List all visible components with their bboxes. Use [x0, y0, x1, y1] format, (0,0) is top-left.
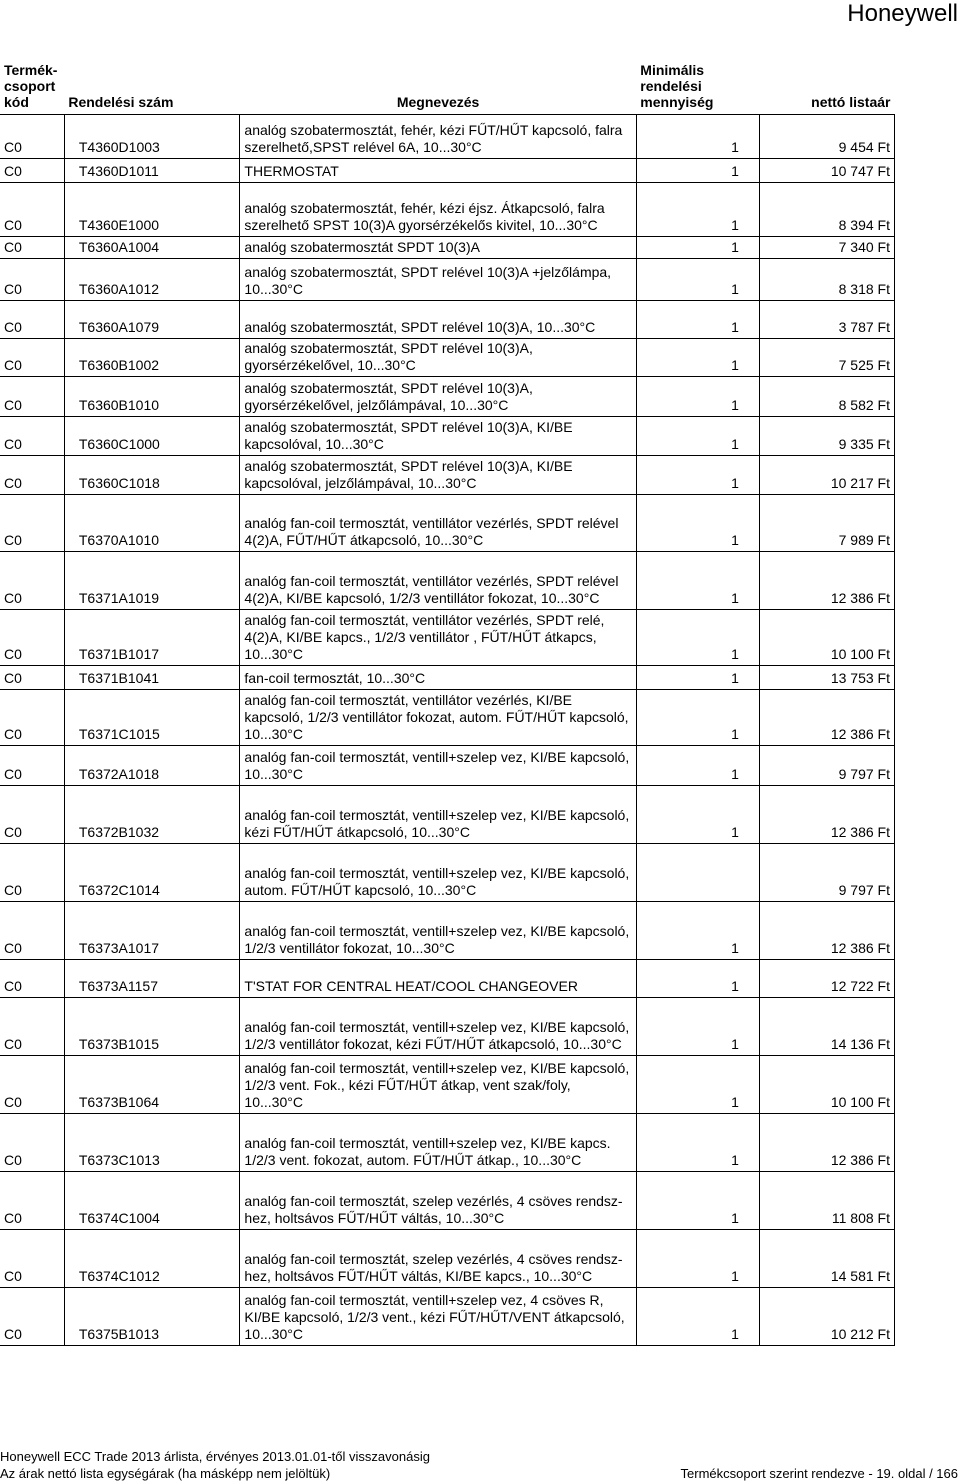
cell-net-price: 8 394 Ft: [759, 182, 894, 236]
cell-order-number: T6373C1013: [64, 1113, 240, 1171]
cell-min-quantity: 1: [636, 689, 759, 745]
cell-net-price: 7 340 Ft: [759, 236, 894, 258]
cell-order-number: T6373A1157: [64, 959, 240, 997]
table-row: [0, 745, 895, 785]
cell-group-code: C0: [0, 1055, 64, 1113]
cell-group-code: C0: [0, 1171, 64, 1229]
cell-group-code: C0: [0, 745, 64, 785]
cell-order-number: T6360B1002: [64, 338, 240, 376]
cell-order-number: T6374C1004: [64, 1171, 240, 1229]
cell-group-code: C0: [0, 785, 64, 843]
cell-order-number: T6371A1019: [64, 551, 240, 609]
cell-order-number: T6360C1000: [64, 416, 240, 455]
footer-price-note: Az árak nettó lista egységárak (ha másképp nem jelöltük): [0, 1466, 331, 1481]
cell-description: THERMOSTAT: [240, 158, 636, 182]
cell-description: analóg szobatermosztát, fehér, kézi éjsz. Átkapcsoló, falra szerelhető SPST 10(3)A gyorsérzékelős kivitel, 10...30°C: [240, 182, 636, 236]
cell-description: analóg szobatermosztát, SPDT relével 10(3)A, KI/BE kapcsolóval, 10...30°C: [240, 416, 636, 455]
cell-group-code: C0: [0, 236, 64, 258]
cell-min-quantity: 1: [636, 1287, 759, 1345]
cell-group-code: C0: [0, 416, 64, 455]
cell-group-code: C0: [0, 1287, 64, 1345]
header-net-price: nettó listaár: [759, 54, 894, 114]
cell-group-code: C0: [0, 1229, 64, 1287]
cell-group-code: C0: [0, 494, 64, 551]
cell-group-code: C0: [0, 843, 64, 901]
cell-min-quantity: 1: [636, 609, 759, 665]
cell-group-code: C0: [0, 300, 64, 338]
cell-group-code: C0: [0, 901, 64, 959]
header-min-quantity: Minimális rendelési mennyiség: [636, 54, 759, 114]
cell-order-number: T6371B1041: [64, 665, 240, 689]
cell-min-quantity: 1: [636, 959, 759, 997]
cell-order-number: T6373A1017: [64, 901, 240, 959]
cell-description: analóg szobatermosztát SPDT 10(3)A: [240, 236, 636, 258]
cell-min-quantity: 1: [636, 182, 759, 236]
cell-order-number: T6370A1010: [64, 494, 240, 551]
brand-logo-text: Honeywell: [847, 0, 958, 27]
cell-order-number: T6360A1079: [64, 300, 240, 338]
table-row: [0, 455, 895, 494]
cell-order-number: T6360A1012: [64, 258, 240, 300]
cell-order-number: T6371B1017: [64, 609, 240, 665]
table-row: [0, 843, 895, 901]
table-row: [0, 416, 895, 455]
table-row: [0, 1113, 895, 1171]
cell-order-number: T6373B1064: [64, 1055, 240, 1113]
cell-description: analóg fan-coil termosztát, ventillátor vezérlés, SPDT relével 4(2)A, KI/BE kapcsoló, 1/2/3 ventillátor fokozat, 10...30°C: [240, 551, 636, 609]
cell-description: analóg fan-coil termosztát, ventill+szelep vez, KI/BE kapcsoló, 1/2/3 ventillátor fokozat, kézi FŰT/HŰT átkapcsoló, 10...30°C: [240, 997, 636, 1055]
table-row: [0, 158, 895, 182]
price-list-table: [0, 54, 895, 1346]
cell-order-number: T4360D1003: [64, 114, 240, 158]
table-row: [0, 609, 895, 665]
cell-net-price: 11 808 Ft: [759, 1171, 894, 1229]
cell-net-price: 8 318 Ft: [759, 258, 894, 300]
cell-order-number: T4360E1000: [64, 182, 240, 236]
cell-group-code: C0: [0, 959, 64, 997]
cell-min-quantity: [636, 843, 759, 901]
cell-net-price: 9 797 Ft: [759, 745, 894, 785]
cell-min-quantity: 1: [636, 455, 759, 494]
cell-group-code: C0: [0, 114, 64, 158]
cell-description: analóg fan-coil termosztát, ventillátor vezérlés, SPDT relé, 4(2)A, KI/BE kapcs., 1/2/3 ventillátor , FŰT/HŰT átkapcs, 10...30°C: [240, 609, 636, 665]
cell-order-number: T6371C1015: [64, 689, 240, 745]
table-row: [0, 959, 895, 997]
cell-net-price: 8 582 Ft: [759, 376, 894, 416]
cell-net-price: 14 581 Ft: [759, 1229, 894, 1287]
cell-min-quantity: 1: [636, 1171, 759, 1229]
cell-net-price: 12 722 Ft: [759, 959, 894, 997]
cell-min-quantity: 1: [636, 114, 759, 158]
cell-group-code: C0: [0, 665, 64, 689]
cell-description: analóg fan-coil termosztát, ventill+szelep vez, 4 csöves R, KI/BE kapcsoló, 1/2/3 vent., kézi FŰT/HŰT/VENT átkapcsoló, 10...30°C: [240, 1287, 636, 1345]
table-row: [0, 665, 895, 689]
table-row: [0, 551, 895, 609]
cell-min-quantity: 1: [636, 494, 759, 551]
cell-min-quantity: 1: [636, 997, 759, 1055]
table-body: [0, 114, 895, 1345]
table-row: [0, 1055, 895, 1113]
table-row: [0, 1171, 895, 1229]
cell-min-quantity: 1: [636, 1113, 759, 1171]
cell-min-quantity: 1: [636, 236, 759, 258]
cell-net-price: 13 753 Ft: [759, 665, 894, 689]
table-row: [0, 236, 895, 258]
cell-min-quantity: 1: [636, 258, 759, 300]
footer-validity: Honeywell ECC Trade 2013 árlista, érvényes 2013.01.01-től visszavonásig: [0, 1449, 430, 1464]
cell-description: analóg szobatermosztát, SPDT relével 10(3)A +jelzőlámpa, 10...30°C: [240, 258, 636, 300]
cell-group-code: C0: [0, 689, 64, 745]
cell-description: analóg fan-coil termosztát, ventill+szelep vez, KI/BE kapcs. 1/2/3 vent. fokozat, autom. FŰT/HŰT átkap., 10...30°C: [240, 1113, 636, 1171]
cell-description: analóg fan-coil termosztát, ventill+szelep vez, KI/BE kapcsoló, kézi FŰT/HŰT átkapcsoló, 10...30°C: [240, 785, 636, 843]
cell-description: analóg szobatermosztát, SPDT relével 10(3)A, 10...30°C: [240, 300, 636, 338]
cell-group-code: C0: [0, 258, 64, 300]
cell-description: analóg szobatermosztát, SPDT relével 10(3)A, gyorsérzékelővel, jelzőlámpával, 10...30°C: [240, 376, 636, 416]
cell-description: analóg szobatermosztát, SPDT relével 10(3)A, KI/BE kapcsolóval, jelzőlámpával, 10...30°C: [240, 455, 636, 494]
header-group-code: Termék- csoport kód: [0, 54, 64, 114]
cell-group-code: C0: [0, 997, 64, 1055]
cell-description: analóg fan-coil termosztát, ventillátor vezérlés, SPDT relével 4(2)A, FŰT/HŰT átkapcsoló, 10...30°C: [240, 494, 636, 551]
cell-min-quantity: 1: [636, 785, 759, 843]
table-row: [0, 785, 895, 843]
cell-order-number: T6375B1013: [64, 1287, 240, 1345]
cell-net-price: 9 335 Ft: [759, 416, 894, 455]
cell-min-quantity: 1: [636, 338, 759, 376]
table-row: [0, 997, 895, 1055]
cell-net-price: 10 217 Ft: [759, 455, 894, 494]
cell-net-price: 9 797 Ft: [759, 843, 894, 901]
cell-order-number: T6360C1018: [64, 455, 240, 494]
table-row: [0, 494, 895, 551]
cell-group-code: C0: [0, 455, 64, 494]
cell-min-quantity: 1: [636, 665, 759, 689]
cell-order-number: T6360B1010: [64, 376, 240, 416]
table-row: [0, 376, 895, 416]
cell-min-quantity: 1: [636, 745, 759, 785]
cell-description: T'STAT FOR CENTRAL HEAT/COOL CHANGEOVER: [240, 959, 636, 997]
cell-net-price: 14 136 Ft: [759, 997, 894, 1055]
cell-description: analóg fan-coil termosztát, ventill+szelep vez, KI/BE kapcsoló, 1/2/3 vent. Fok., kézi FŰT/HŰT átkap, vent szak/foly, 10...30°C: [240, 1055, 636, 1113]
cell-min-quantity: 1: [636, 416, 759, 455]
cell-net-price: 10 100 Ft: [759, 1055, 894, 1113]
cell-net-price: 12 386 Ft: [759, 901, 894, 959]
cell-description: analóg fan-coil termosztát, ventill+szelep vez, KI/BE kapcsoló, autom. FŰT/HŰT kapcsoló, 10...30°C: [240, 843, 636, 901]
cell-min-quantity: 1: [636, 1229, 759, 1287]
header-description: Megnevezés: [240, 54, 636, 114]
header-order-number: Rendelési szám: [64, 54, 240, 114]
cell-description: analóg fan-coil termosztát, ventill+szelep vez, KI/BE kapcsoló, 1/2/3 ventillátor fokozat, 10...30°C: [240, 901, 636, 959]
cell-order-number: T6372C1014: [64, 843, 240, 901]
cell-min-quantity: 1: [636, 901, 759, 959]
table-row: [0, 258, 895, 300]
cell-group-code: C0: [0, 376, 64, 416]
cell-description: fan-coil termosztát, 10...30°C: [240, 665, 636, 689]
table-row: [0, 182, 895, 236]
table-row: [0, 901, 895, 959]
table-row: [0, 300, 895, 338]
cell-description: analóg fan-coil termosztát, ventillátor vezérlés, KI/BE kapcsoló, 1/2/3 ventillátor fokozat, autom. FŰT/HŰT kapcsoló, 10...30°C: [240, 689, 636, 745]
cell-order-number: T6372B1032: [64, 785, 240, 843]
cell-description: analóg fan-coil termosztát, ventill+szelep vez, KI/BE kapcsoló, 10...30°C: [240, 745, 636, 785]
table-header-row: [0, 54, 895, 114]
cell-group-code: C0: [0, 1113, 64, 1171]
cell-description: analóg fan-coil termosztát, szelep vezérlés, 4 csöves rendsz-hez, holtsávos FŰT/HŰT váltás, 10...30°C: [240, 1171, 636, 1229]
page-footer: [0, 1448, 958, 1482]
cell-order-number: T6372A1018: [64, 745, 240, 785]
cell-min-quantity: 1: [636, 1055, 759, 1113]
cell-description: analóg fan-coil termosztát, szelep vezérlés, 4 csöves rendsz-hez, holtsávos FŰT/HŰT váltás, KI/BE kapcs., 10...30°C: [240, 1229, 636, 1287]
cell-net-price: 10 747 Ft: [759, 158, 894, 182]
cell-net-price: 3 787 Ft: [759, 300, 894, 338]
cell-description: analóg szobatermosztát, fehér, kézi FŰT/HŰT kapcsoló, falra szerelhető,SPST relével 6A, 10...30°C: [240, 114, 636, 158]
cell-net-price: 10 212 Ft: [759, 1287, 894, 1345]
cell-net-price: 12 386 Ft: [759, 689, 894, 745]
cell-net-price: 7 525 Ft: [759, 338, 894, 376]
cell-min-quantity: 1: [636, 376, 759, 416]
cell-min-quantity: 1: [636, 551, 759, 609]
table-row: [0, 689, 895, 745]
table-row: [0, 338, 895, 376]
cell-net-price: 7 989 Ft: [759, 494, 894, 551]
cell-description: analóg szobatermosztát, SPDT relével 10(3)A, gyorsérzékelővel, 10...30°C: [240, 338, 636, 376]
cell-group-code: C0: [0, 182, 64, 236]
cell-order-number: T6360A1004: [64, 236, 240, 258]
cell-net-price: 12 386 Ft: [759, 785, 894, 843]
cell-net-price: 9 454 Ft: [759, 114, 894, 158]
table-row: [0, 1229, 895, 1287]
table-row: [0, 1287, 895, 1345]
cell-order-number: T6374C1012: [64, 1229, 240, 1287]
cell-min-quantity: 1: [636, 300, 759, 338]
cell-order-number: T6373B1015: [64, 997, 240, 1055]
cell-order-number: T4360D1011: [64, 158, 240, 182]
table-row: [0, 114, 895, 158]
footer-page-info: Termékcsoport szerint rendezve - 19. oldal / 166: [680, 1466, 958, 1481]
cell-group-code: C0: [0, 609, 64, 665]
cell-net-price: 12 386 Ft: [759, 1113, 894, 1171]
cell-net-price: 10 100 Ft: [759, 609, 894, 665]
cell-net-price: 12 386 Ft: [759, 551, 894, 609]
cell-group-code: C0: [0, 158, 64, 182]
cell-group-code: C0: [0, 338, 64, 376]
cell-group-code: C0: [0, 551, 64, 609]
cell-min-quantity: 1: [636, 158, 759, 182]
